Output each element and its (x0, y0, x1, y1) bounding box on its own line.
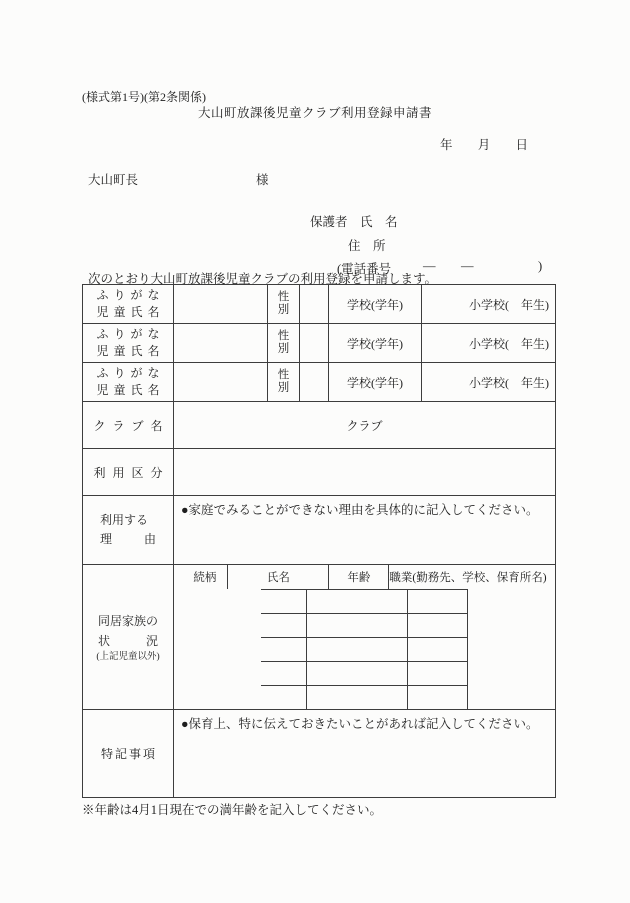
child-name-field (173, 324, 267, 362)
child-name-header (83, 363, 173, 401)
occupation-field (467, 614, 468, 637)
child-name-header (83, 285, 173, 323)
relationship-field (261, 662, 306, 685)
child-name-label: 児童氏名 (96, 305, 165, 319)
usage-reason-header: 利用する 理 由 (100, 513, 156, 546)
family-label-note: (上記児童以外) (96, 651, 160, 662)
form-title: 大山町放課後児童クラブ利用登録申請書 (197, 106, 432, 120)
family-blank-row (261, 685, 468, 709)
family-header: 同居家族の 状 況 (上記児童以外) (83, 565, 173, 709)
child-name-label: 児童氏名 (96, 344, 165, 358)
child-name-field (173, 285, 267, 323)
date-line (440, 135, 528, 153)
furigana-label: ふりがな (96, 288, 165, 302)
relationship-field (261, 590, 306, 613)
occupation-field (467, 590, 468, 613)
notes-instruction: ●保育上、特に伝えておきたいことがあれば記入してください。 (181, 717, 539, 731)
age-field (407, 662, 467, 685)
special-notes-header: 特記事項 (100, 747, 157, 761)
furigana-label: ふりがな (96, 366, 165, 380)
usage-category-header: 利用区分 (93, 465, 170, 480)
family-blank-row (261, 637, 468, 661)
sex-header: 性別 (267, 285, 299, 323)
special-notes-row (83, 709, 555, 797)
form-style-note: (様式第1号)(第2条関係) (82, 90, 206, 104)
relationship-field (261, 686, 306, 709)
club-name-field: クラブ (173, 402, 555, 448)
family-row (83, 564, 555, 709)
child-name-field (173, 363, 267, 401)
age-field (407, 686, 467, 709)
sex-field (299, 324, 328, 362)
usage-reason-row (83, 495, 555, 564)
age-footnote: ※年齢は4月1日現在での満年齢を記入してください。 (82, 803, 383, 817)
relationship-field (261, 614, 306, 637)
family-blank-row (261, 661, 468, 685)
sex-field (299, 285, 328, 323)
usage-reason-field (173, 496, 555, 564)
sex-header: 性別 (267, 363, 299, 401)
occupation-field (467, 686, 468, 709)
sex-field (299, 363, 328, 401)
school-grade-field: 小学校( 年生) (421, 285, 555, 323)
child-row (83, 323, 555, 362)
month-label: 月 (477, 138, 491, 152)
club-name-header: クラブ名 (93, 418, 170, 433)
name-field (306, 614, 407, 637)
registration-table (82, 284, 556, 798)
phone-dash: ― (423, 259, 436, 273)
intro-sentence: 次のとおり大山町放課後児童クラブの利用登録を申請します。 (88, 272, 438, 286)
age-field (407, 590, 467, 613)
name-field (306, 686, 407, 709)
phone-dash: ― (461, 259, 474, 273)
child-row (83, 285, 555, 323)
name-field (306, 662, 407, 685)
occupation-header: 職業(勤務先、学校、保育所名) (388, 565, 546, 589)
usage-category-field (173, 449, 555, 495)
school-grade-field: 小学校( 年生) (421, 363, 555, 401)
name-header: 氏名 (227, 565, 328, 589)
addressee-line (88, 170, 269, 188)
day-label: 日 (515, 138, 528, 152)
phone-close-paren: ) (538, 259, 543, 273)
name-field (306, 590, 407, 613)
school-grade-field: 小学校( 年生) (421, 324, 555, 362)
year-label: 年 (440, 138, 453, 152)
occupation-field (467, 638, 468, 661)
sex-header: 性別 (267, 324, 299, 362)
child-row (83, 362, 555, 401)
child-name-header (83, 324, 173, 362)
relationship-header: 続柄 (193, 572, 217, 584)
honorific-label: 様 (256, 173, 269, 187)
school-header: 学校(学年) (328, 324, 421, 362)
special-notes-field (173, 710, 555, 797)
child-name-label: 児童氏名 (96, 383, 165, 397)
phone-label: (電話番号 (337, 262, 392, 276)
furigana-label: ふりがな (96, 327, 165, 341)
addressee-label: 大山町長 (88, 173, 139, 187)
club-name-row (83, 401, 555, 448)
usage-category-row (83, 448, 555, 495)
age-field (407, 638, 467, 661)
name-field (306, 638, 407, 661)
family-blank-row (261, 589, 468, 613)
family-blank-row (261, 613, 468, 637)
school-header: 学校(学年) (328, 285, 421, 323)
school-header: 学校(学年) (328, 363, 421, 401)
family-header-row (182, 565, 546, 589)
occupation-field (467, 662, 468, 685)
guardian-address-line: 住 所 (348, 239, 386, 253)
relationship-field (261, 638, 306, 661)
guardian-name-line: 保護者 氏 名 (310, 215, 398, 229)
family-label-line1: 同居家族の (97, 613, 158, 628)
age-field (407, 614, 467, 637)
family-table (173, 565, 555, 709)
age-header: 年齢 (328, 565, 388, 589)
reason-instruction: ●家庭でみることができない理由を具体的に記入してください。 (181, 503, 539, 517)
